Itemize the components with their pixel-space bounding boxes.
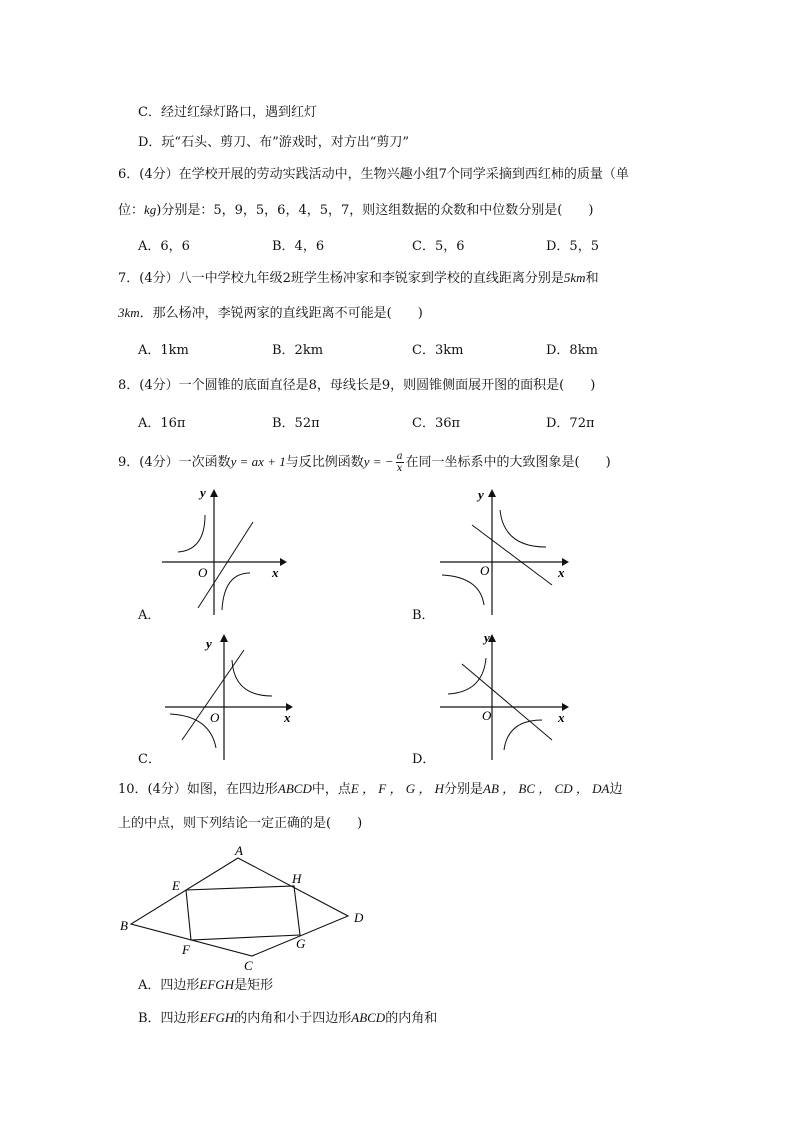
q8-option-c: C．36π	[412, 416, 461, 431]
q10-quadrilateral-figure	[110, 840, 380, 975]
q6-option-c: C．5，6	[412, 239, 465, 254]
graph-a-x-label: x	[272, 565, 279, 580]
prev-option-c: C．经过红绿灯路口，遇到红灯	[138, 105, 317, 120]
figure-label-h: H	[292, 871, 302, 886]
q9-graph-d	[428, 630, 578, 765]
q6-stem-line1: 6．(4分）在学校开展的劳动实践活动中，生物兴趣小组7个同学采摘到西红柿的质量（单	[118, 167, 629, 182]
q10-option-a: A．四边形EFGH是矩形	[138, 977, 274, 993]
figure-label-b: B	[120, 918, 128, 933]
figure-label-c: C	[244, 958, 253, 973]
q9-option-b: B．	[412, 608, 435, 623]
graph-c-origin-label: O	[210, 710, 220, 725]
prev-option-d: D．玩“石头、剪刀、布”游戏时，对方出“剪刀”	[138, 135, 410, 150]
q9-graph-b	[428, 485, 578, 620]
graph-c-x-label: x	[284, 710, 291, 725]
graph-b-x-label: x	[558, 565, 565, 580]
q8-option-d: D．72π	[546, 416, 595, 431]
q7-option-c: C．3km	[412, 343, 464, 358]
q9-stem: 9．(4分）一次函数y = ax + 1与反比例函数y = − $\frac{a}{x}$ 在同一坐标系中的大致图象是( )	[118, 451, 611, 474]
q6-option-a: A．6，6	[138, 239, 190, 254]
q9-graph-c	[160, 630, 310, 765]
figure-label-f: F	[182, 942, 190, 957]
q8-stem: 8．(4分）一个圆锥的底面直径是8，母线长是9，则圆锥侧面展开图的面积是( )	[118, 378, 596, 393]
q9-linear-function: y = ax + 1	[230, 454, 286, 469]
q7-stem-line2: 3km．那么杨冲，李锐两家的直线距离不可能是( )	[118, 305, 423, 321]
q10-stem-line2: 上的中点，则下列结论一定正确的是( )	[118, 816, 363, 831]
graph-b-origin-label: O	[480, 563, 490, 578]
q9-option-c: C．	[138, 752, 161, 767]
q6-option-b: B．4，6	[272, 239, 325, 254]
q7-stem-line1: 7．(4分）八一中学校九年级2班学生杨冲家和李锐家到学校的直线距离分别是5km和	[118, 270, 599, 286]
q8-option-a: A．16π	[138, 416, 186, 431]
graph-d-origin-label: O	[482, 708, 492, 723]
q7-option-d: D．8km	[546, 343, 598, 358]
graph-a-origin-label: O	[198, 565, 208, 580]
graph-c-y-label: y	[206, 636, 212, 651]
graph-d-x-label: x	[558, 710, 565, 725]
q9-option-d: D．	[412, 752, 436, 767]
graph-d-y-label: y	[484, 630, 490, 645]
figure-label-d: D	[354, 910, 364, 925]
q6-option-d: D．5，5	[546, 239, 599, 254]
q10-option-b: B．四边形EFGH的内角和小于四边形ABCD的内角和	[138, 1010, 438, 1026]
q9-fraction: $\frac{a}{x}$	[396, 451, 403, 474]
q8-option-b: B．52π	[272, 416, 320, 431]
q6-stem-line2: 位：kg)分别是：5，9，5，6，4，5，7，则这组数据的众数和中位数分别是( )	[118, 202, 594, 218]
q9-graph-a	[150, 485, 290, 620]
graph-b-y-label: y	[478, 487, 484, 502]
q10-stem-line1: 10．(4分）如图，在四边形ABCD中，点E ， F ， G ， H分别是AB ， BC ， CD ， DA边	[118, 781, 623, 797]
figure-label-a: A	[235, 843, 243, 858]
q7-option-b: B．2km	[272, 343, 324, 358]
figure-label-e: E	[172, 878, 180, 893]
q7-option-a: A．1km	[138, 343, 189, 358]
q9-option-a: A．	[138, 608, 161, 623]
graph-a-y-label: y	[200, 485, 206, 500]
figure-label-g: G	[296, 936, 306, 951]
